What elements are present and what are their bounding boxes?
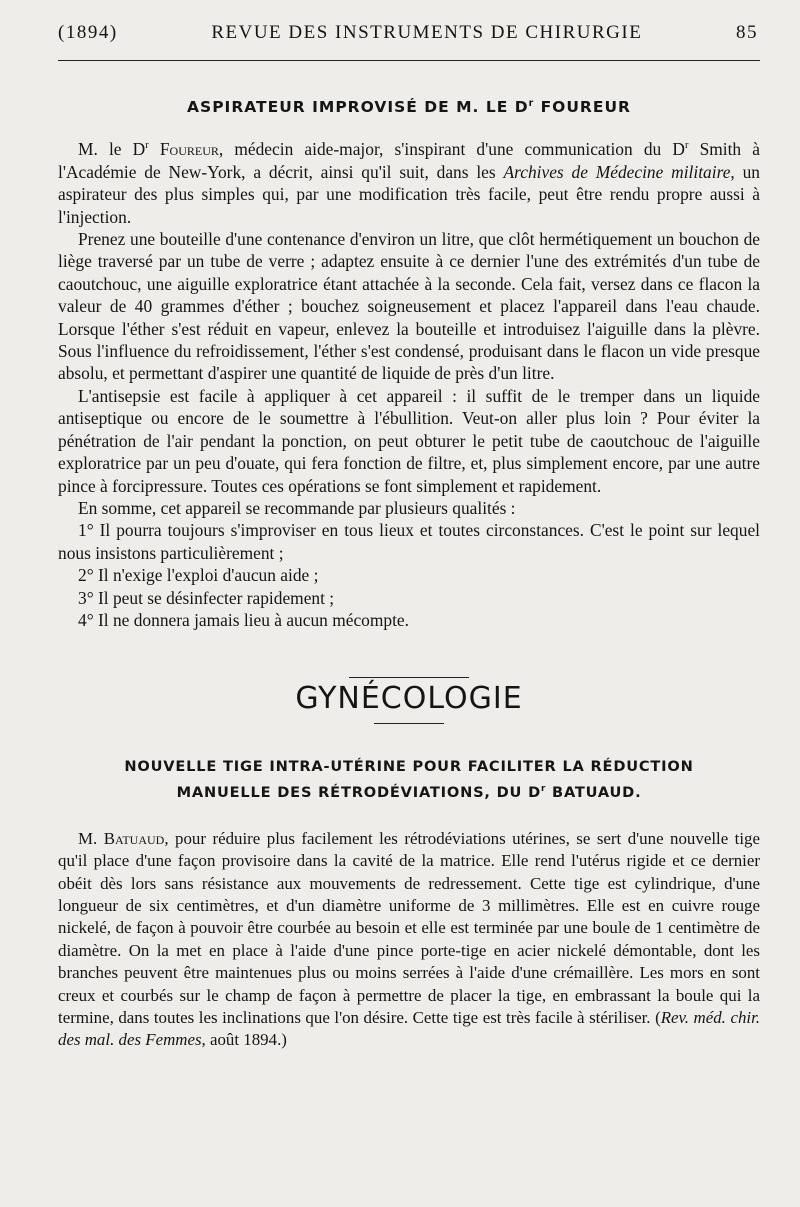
- article2-title-line1: NOUVELLE TIGE INTRA-UTÉRINE POUR FACILITER LA RÉDUCTION: [124, 757, 694, 775]
- p1-text-d: , un aspirateur des plus simples qui, par une modification très facile, peut être rendu propre aussi à l'injection.: [58, 161, 760, 227]
- article2-title-line2-end: BATUAUD.: [546, 783, 642, 801]
- article1-list-item-2: 2° Il n'exige l'exploi d'aucun aide ;: [78, 565, 319, 586]
- article1-title-sup: r: [528, 97, 535, 109]
- header-rule: [58, 60, 760, 61]
- article1-paragraph-1: [58, 138, 760, 228]
- section-rule-top: [349, 677, 469, 678]
- p1-text-a: M. le D: [78, 139, 146, 160]
- article1-list-item-1: 1° Il pourra toujours s'improviser en tous lieux et toutes circonstances. C'est le point sur lequel nous insistons particulièrement ;: [58, 520, 760, 563]
- article1-title: [58, 96, 760, 118]
- p2-text-a: M.: [78, 828, 104, 848]
- spacer: [58, 631, 760, 677]
- article1-title-text: ASPIRATEUR IMPROVISÉ DE M. LE D: [187, 98, 529, 116]
- article2-title: [58, 754, 760, 806]
- p1-author-name: Foureur: [159, 139, 219, 160]
- page-body: [58, 96, 760, 1052]
- p2-author-name: Batuaud: [103, 828, 165, 848]
- header-year: (1894): [58, 22, 118, 43]
- p2-text-c: , août 1894.): [201, 1030, 287, 1050]
- p2-text-b: , pour réduire plus facilement les rétrodéviations utérines, se sert d'une nouvelle tige qu'il place d'une façon provisoire dans la cavité de la matrice. Elle rend l'utérus rigide et ce dernier obéit dès lors sans résistance aux mouvements de redressement. Cette tige est cylindrique, d'une longueur de six centimètres, et d'un diamètre uniforme de 3 millimètres. Elle est en cuivre rouge nickelé, de façon à pouvoir être courbée au besoin et elle est terminée par une boule de 1 centimètre de diamètre. On la met en place à l'aide d'une pince porte-tige en acier nickelé démontable, dont les branches peuvent être maintenues plus ou moins serrées à l'aide d'une crémaillère. Les mors en sont creux et courbés sur le champ de façon à permettre de placer la tige, en embrassant la boule qui la termine, dans toutes les inclinations que l'on désire. Cette tige est très facile à stériliser. (: [58, 828, 760, 1027]
- article1-paragraph-3: L'antisepsie est facile à appliquer à cet appareil : il suffit de le tremper dans un liquide antiseptique ou encore de le soumettre à l'ébullition. Veut-on aller plus loin ? Pour éviter la pénétration de l'air pendant la ponction, on peut obturer le petit tube de caoutchouc de l'aiguille exploratrice par un peu d'ouate, qui fera fonction de filtre, et, plus simplement encore, par une autre pince à forcipressure. Toutes ces opérations se font simplement et rapidement.: [58, 385, 760, 496]
- header-title: REVUE DES INSTRUMENTS DE CHIRURGIE: [211, 22, 643, 43]
- article2-paragraph-1: [58, 828, 760, 1052]
- p1-journal-title: Archives de Médecine militaire: [503, 161, 731, 182]
- p1-sup: r: [145, 140, 149, 152]
- page-number: 85: [736, 22, 758, 43]
- article2-title-sup: r: [541, 783, 547, 794]
- article1-paragraph-4: En somme, cet appareil se recommande par plusieurs qualités :: [78, 497, 516, 518]
- spacer: [58, 724, 760, 754]
- article2-title-line2-text: MANUELLE DES RÉTRODÉVIATIONS, DU D: [176, 783, 542, 801]
- article1-title-end: FOUREUR: [534, 98, 631, 116]
- article1-list-item-3: 3° Il peut se désinfecter rapidement ;: [78, 587, 335, 608]
- p1-text-c: Smith à l'Académie de New-York, a décrit, ainsi qu'il suit, dans les: [58, 139, 760, 182]
- article2-title-line2: [58, 780, 760, 806]
- p2-journal-title: Rev. méd. chir. des mal. des Femmes: [58, 1008, 761, 1050]
- article1-paragraph-2: Prenez une bouteille d'une contenance d'environ un litre, que clôt hermétiquement un bouchon de liège traversé par un tube de verre ; adaptez ensuite à ce dernier l'une des extrémités d'un tube de caoutchouc, une aiguille exploratrice étant attachée à la seconde. Cela fait, versez dans ce flacon la valeur de 40 grammes d'éther ; bouchez soigneusement et placez l'appareil dans l'eau chaude. Lorsque l'éther s'est réduit en vapeur, enlevez la bouteille et introduisez l'aiguille dans la plèvre. Sous l'influence du refroidissement, l'éther s'est condensé, produisant dans le flacon un vide presque absolu, et permettant d'aspirer une quantité de liquide de près d'un litre.: [58, 229, 760, 384]
- article1-list-item-4: 4° Il ne donnera jamais lieu à aucun mécompte.: [78, 609, 409, 630]
- p1-sup2: r: [684, 140, 689, 152]
- running-head: [58, 22, 758, 52]
- section-title: GYNÉCOLOGIE: [295, 681, 523, 717]
- p1-text-b: , médecin aide-major, s'inspirant d'une communication du D: [218, 139, 685, 160]
